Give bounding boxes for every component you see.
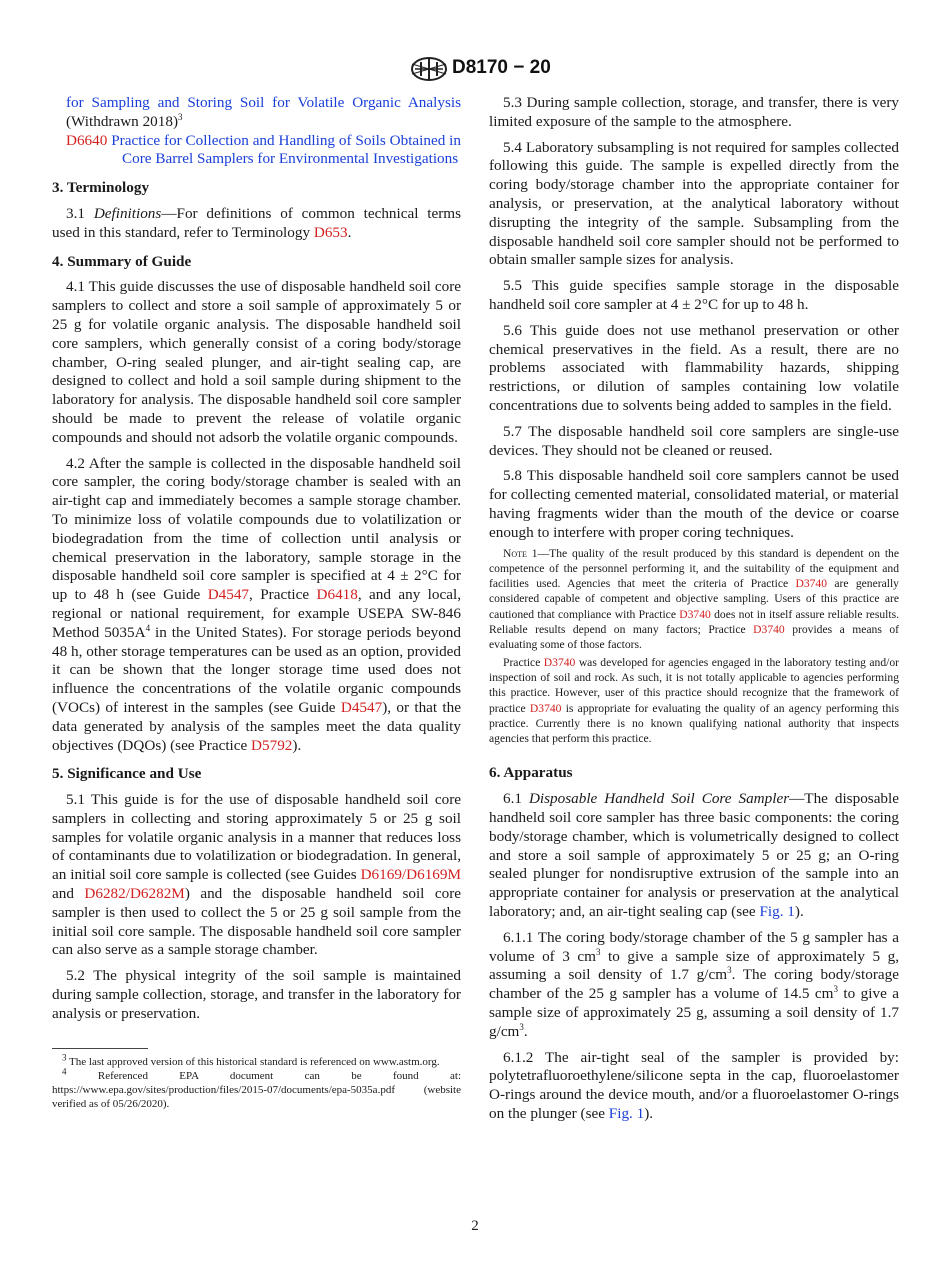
section-heading: 4. Summary of Guide bbox=[52, 252, 192, 270]
note: Note 1—The quality of the result produced by this standard is dependent on the competence of the personnel performing it, and the suitability of the equipment and facilities used. Agencies that meet the criteria of Practice D3740 are generally considered capable of competent and objective sampling. Users of this practice are cautioned that compliance with Practice D3740 does not in itself assure reliable results. Reliable results depend on many factors; Practice D3740 provides a means of evaluating some of those factors. bbox=[489, 546, 899, 652]
astm-logo-icon bbox=[409, 56, 449, 82]
paragraph: 5.5 This guide specifies sample storage in the disposable handheld soil core sampler at 4 ± 2°C for up to 48 h. bbox=[489, 277, 899, 313]
section-heading: 5. Significance and Use bbox=[52, 765, 202, 783]
standard-link[interactable]: D3740 bbox=[753, 623, 785, 637]
section-heading: 3. Terminology bbox=[52, 179, 150, 197]
paragraph: 4.2 After the sample is collected in the disposable handheld soil core sampler, the coring body/storage chamber is sealed with an air-tight cap and immediately becomes a sample storage chamber. To minimize loss of volatile compounds due to volatilization or biodegradation from the time of collection until analysis or chemical preservation in the laboratory, sample storage in the disposable handheld soil core sampler is specified at 4 ± 2°C for up to 48 h (see Guide D4547, Practice D6418, and any local, regional or national requirement, for example USEPA SW-846 Method $5035A^4$ in the United States). For storage periods beyond 48 h, other storage temperatures can be used as an option, provided it can be shown that the longer storage time used does not influence the concentrations of the volatile organic compounds (VOCs) of interest in the samples (see Guide D4547), or that the data generated by analysis of the samples meet the data quality objectives (DQOs) (see Practice D5792). bbox=[52, 454, 461, 754]
paragraph: 6.1.1 The coring body/storage chamber of the 5 g sampler has a volume of 3 $cm^3$ to give a sample size of approximately 5 g, assuming a soil density of 1.7 $g/cm^3$. The coring body/storage chamber of the 25 g sampler has a volume of 14.5 $cm^3$ to give a sample size of approximately 25 g, assuming a soil density of 1.7 $g/cm^3$. bbox=[489, 928, 900, 1040]
standard-link[interactable]: D6418 bbox=[316, 586, 358, 604]
page-number: 2 bbox=[471, 1218, 479, 1234]
standard-link[interactable]: D6282/D6282M bbox=[84, 885, 185, 903]
standard-link[interactable]: D653 bbox=[313, 223, 348, 241]
paragraph: 6.1.2 The air-tight seal of the sampler is provided by: polytetrafluoroethylene/silicone septa in the cap, fluoroelastomer O-rings around the device mouth, and/or a fluoroelastomer O-rings on the plunger (see Fig. 1). bbox=[489, 1048, 899, 1122]
right-column bbox=[489, 94, 899, 1131]
standard-link[interactable]: D3740 bbox=[795, 577, 828, 591]
footnote: $^4$ Referenced EPA document can be found at: https://www.epa.gov/sites/production/files/2015-07/documents/epa-5035a.pdf (website verified as of 05/26/2020). bbox=[52, 1066, 461, 1110]
paragraph: 5.6 This guide does not use methanol preservation or other chemical preservatives in the field. As a result, there are no problems associated with flammability hazards, shipping restrictions, or dilution of samples containing low volatile concentrations due to solvents being added to samples in the field. bbox=[489, 321, 899, 414]
left-column bbox=[52, 94, 461, 1111]
note: Practice D3740 was developed for agencies engaged in the laboratory testing and/or inspection of soil and rock. As such, it is not totally applicable to agencies performing this practice. However, user of this practice should recognize that the framework of practice D3740 is appropriate for evaluating the quality of an agency performing this practice. Currently there is no known qualifying national authority that inspects agencies that perform this practice. bbox=[489, 655, 899, 746]
document-id: D8170 − 20 bbox=[452, 57, 551, 78]
paragraph: 3.1 Definitions—For definitions of common technical terms used in this standard, refer to Terminology D653. bbox=[52, 204, 462, 241]
section-heading: 6. Apparatus bbox=[489, 764, 573, 782]
standard-link[interactable]: D6169/D6169M bbox=[360, 866, 461, 884]
paragraph: 5.4 Laboratory subsampling is not required for samples collected following this guide. The sample is expelled directly from the coring body/storage chamber into the appropriate container for analysis, or preservation, at the analytical laboratory without disrupting the integrity of the sample. Subsampling from the disposable handheld soil core sampler should not be performed to obtain smaller sample sizes for analysis. bbox=[489, 138, 899, 269]
paragraph: 6.1 Disposable Handheld Soil Core Sampler—The disposable handheld soil core sampler has three basic components: the coring body/storage chamber, which is volumetrically designed to collect and store a soil sample of approximately 5 or 25 g; an O-ring sealed plunger for nondisruptive extrusion of the sample into an appropriate container for analysis or preservation at the analytical laboratory; and, an air-tight sealing cap (see Fig. 1). bbox=[489, 790, 899, 920]
paragraph: 5.8 This disposable handheld soil core samplers cannot be used for collecting cemented material, consolidated material, or material having fragments wider than the mouth of the device or coarse enough to interfere with proper coring techniques. bbox=[489, 467, 899, 541]
standard-link[interactable]: D5792 bbox=[251, 736, 293, 754]
reference-entry: for Sampling and Storing Soil for Volatile Organic Analysis (Withdrawn 2018)$^3$ bbox=[66, 94, 461, 130]
figure-link[interactable]: Fig. 1 bbox=[759, 902, 795, 920]
standard-link[interactable]: D3740 bbox=[679, 607, 711, 621]
standard-link[interactable]: D3740 bbox=[543, 655, 576, 669]
standard-link[interactable]: D4547 bbox=[340, 698, 383, 716]
standard-link[interactable]: D3740 bbox=[529, 701, 562, 715]
standard-link[interactable]: D4547 bbox=[207, 586, 250, 604]
paragraph: 5.7 The disposable handheld soil core samplers are single-use devices. They should not be cleaned or reused. bbox=[489, 422, 899, 459]
reference-entry bbox=[52, 132, 461, 170]
paragraph: 5.1 This guide is for the use of disposable handheld soil core samplers in collecting and storing approximately 5 or 25 g soil samples for volatile organic analysis in a manner that reduces loss of contaminants due to volatilization or biodegradation. In general, an initial soil core sample is collected (see Guides D6169/D6169M and D6282/D6282M) and the disposable handheld soil core sampler is then used to collect the 5 or 25 g soil sample from the initial soil core sample. The disposable handheld soil core sampler can also serve as a sample storage chamber. bbox=[52, 791, 461, 959]
paragraph: 5.3 During sample collection, storage, and transfer, there is very limited exposure of the sample to the atmosphere. bbox=[489, 94, 899, 130]
reference-link[interactable]: Practice for Collection and Handling of Soils Obtained in Core Barrel Samplers for Environmental Investigations bbox=[107, 131, 461, 168]
reference-code-link[interactable]: D6640 bbox=[66, 131, 108, 149]
footnote-divider bbox=[52, 1048, 148, 1049]
page-header bbox=[0, 56, 950, 86]
footnote: $^3$ The last approved version of this historical standard is referenced on www.astm.org. bbox=[62, 1052, 440, 1068]
paragraph: 5.2 The physical integrity of the soil sample is maintained during sample collection, storage, and transfer in the laboratory for analysis or preservation. bbox=[52, 967, 461, 1022]
paragraph: 4.1 This guide discusses the use of disposable handheld soil core samplers to collect and store a soil sample of approximately 5 or 25 g for volatile organic analysis. The disposable handheld soil core samplers, which generally consist of a coring body/storage chamber, O-ring sealed plunger, and air-tight sealing cap, are designed to collect and hold a soil sample during shipment to the laboratory for analysis. The disposable handheld soil core sampler should be made to prevent the release of volatile organic compounds and should not adsorb the volatile organic compounds. bbox=[52, 278, 461, 446]
figure-link[interactable]: Fig. 1 bbox=[608, 1104, 645, 1122]
reference-link[interactable]: for Sampling and Storing Soil for Volatile Organic Analysis bbox=[66, 94, 461, 111]
